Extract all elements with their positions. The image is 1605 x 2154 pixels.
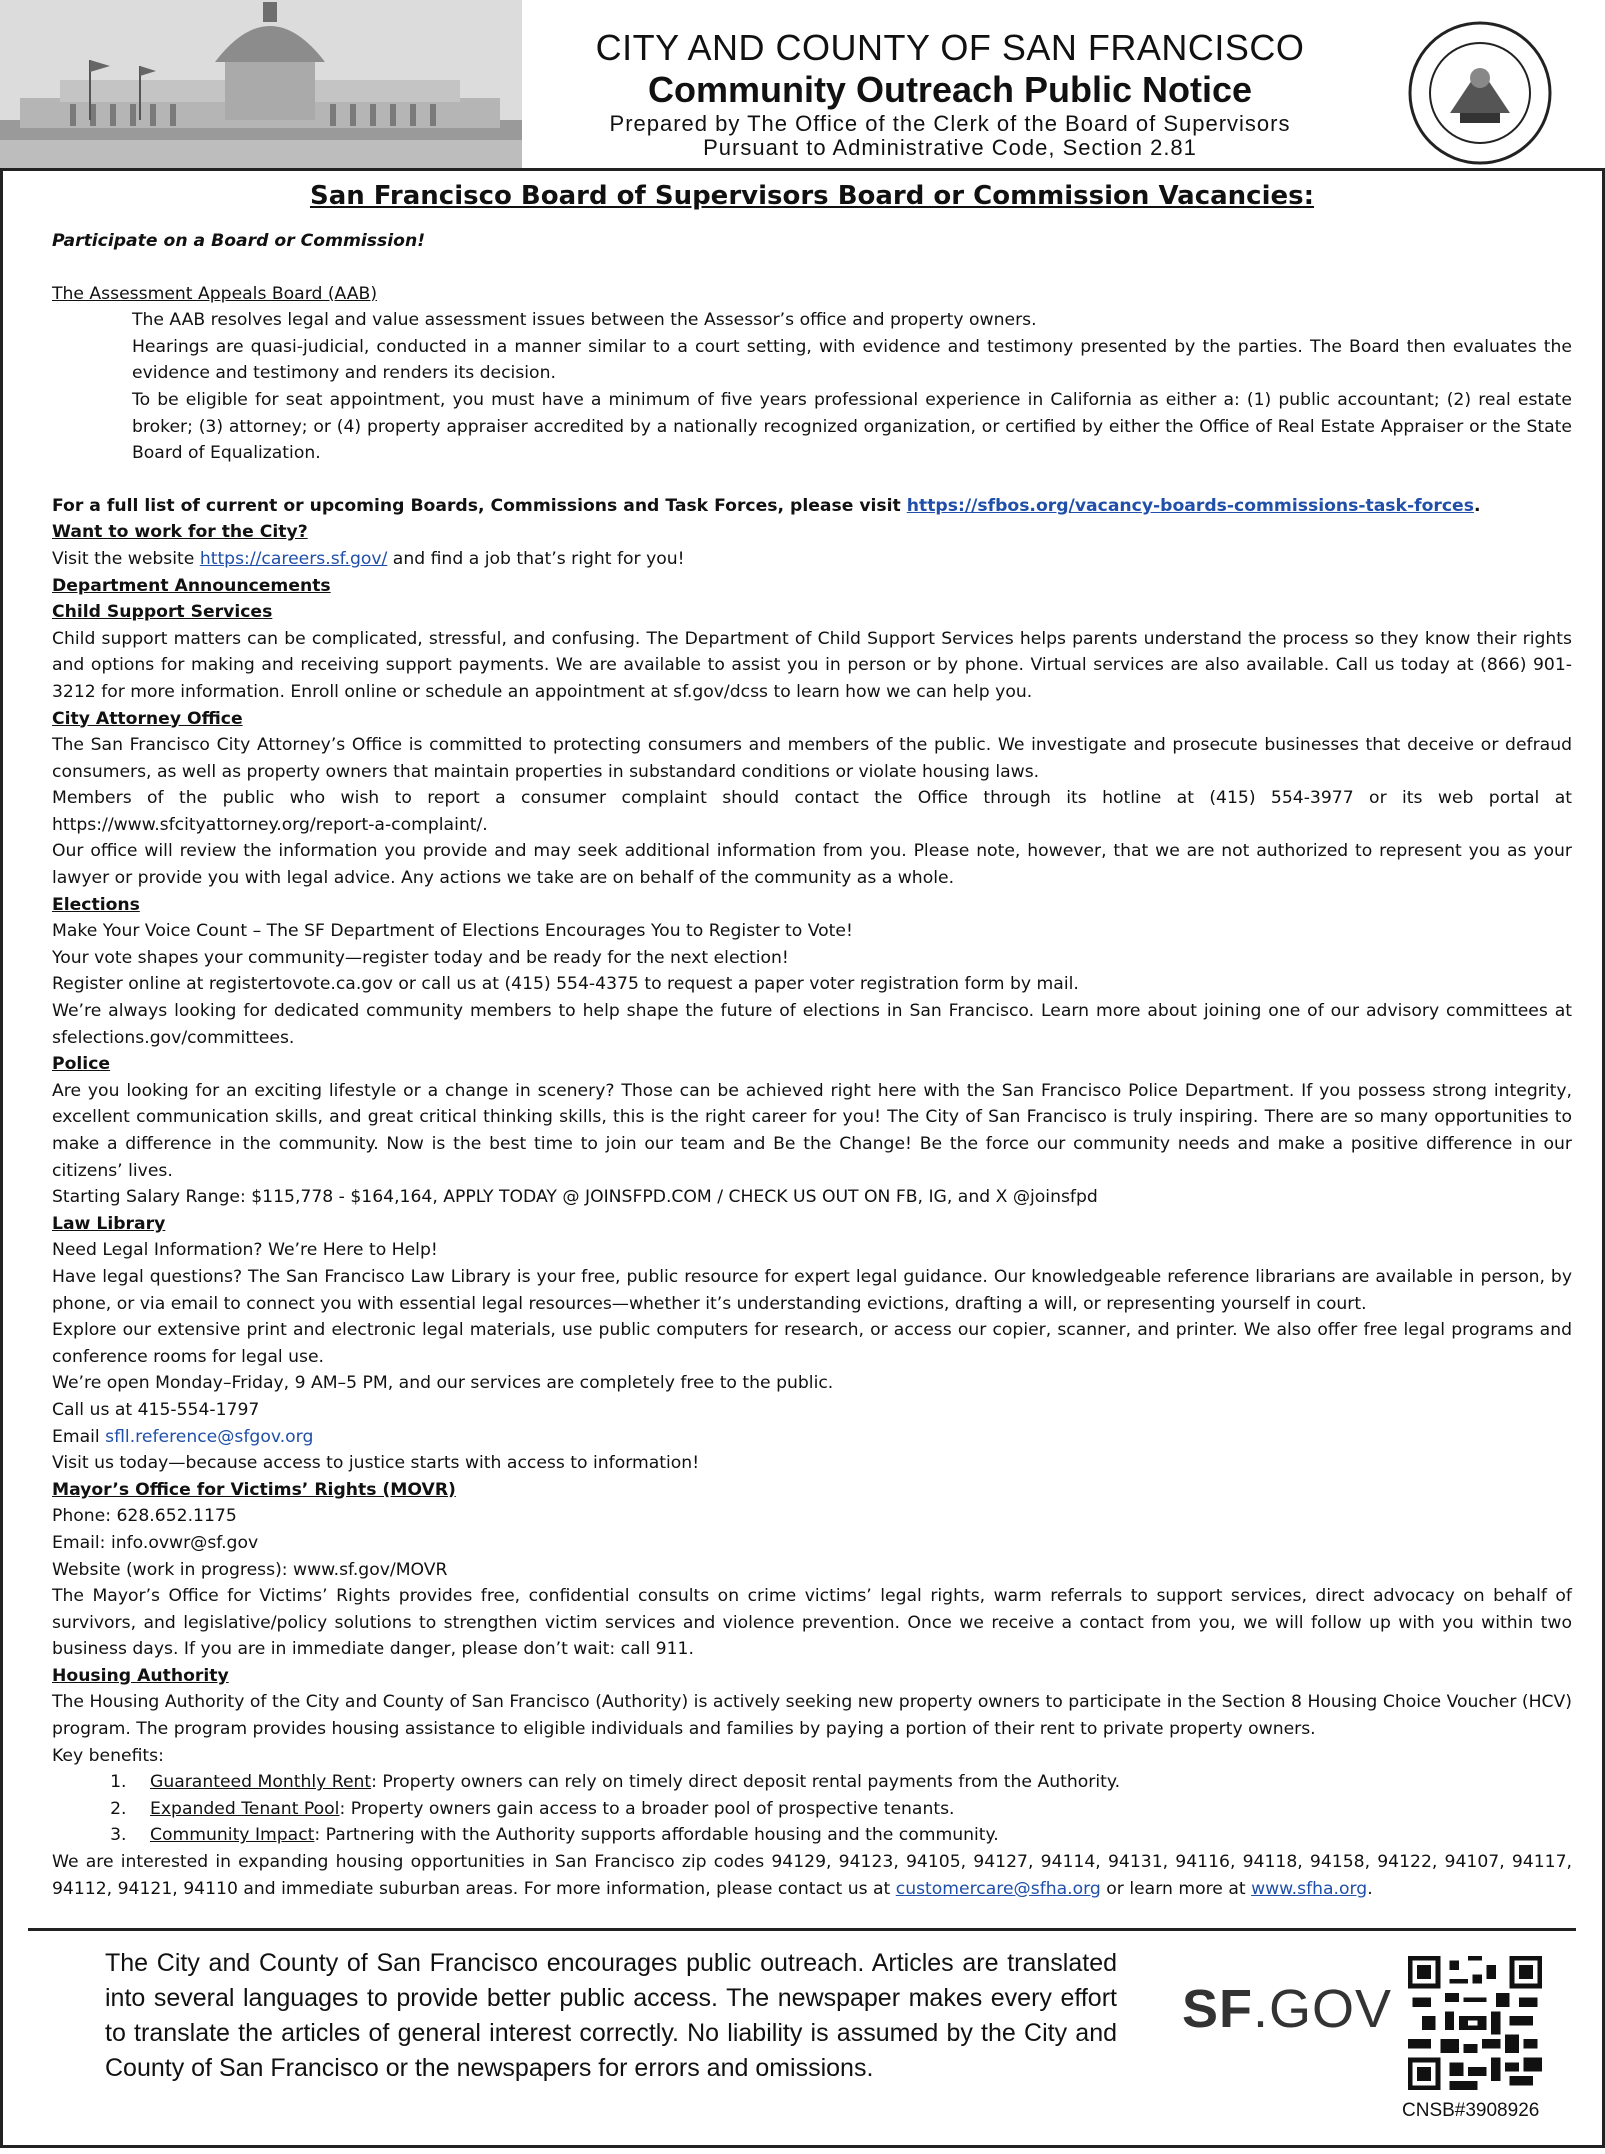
housing-paragraph-2: We are interested in expanding housing opportunities in San Francisco zip codes 94129, 94123, 94105, 94127, 94114, 94131, 94116, 94118, 94158, 94122, 94107, 94117, 94112, 94121, 94110 and immediate suburban areas. For more information, please contact us at customercare@sfha.org or learn more at www.sfha.org.	[52, 1852, 1572, 1899]
css-paragraph: Child support matters can be complicated, stressful, and confusing. The Department of Child Support Services helps parents understand the process so they know their rights and options for making and receiving support payments. We are available to assist you in person or by phone. Virtual services are also available. Call us today at (866) 901-3212 for more information. Enroll online or schedule an appointment at sf.gov/dcss to learn how we can help you.	[52, 628, 1572, 702]
housing-paragraph-1: The Housing Authority of the City and County of San Francisco (Authority) is actively seeking new property owners to participate in the Section 8 Housing Choice Voucher (HCV) program. The program provides housing assistance to eligible individuals and families by paying a portion of their rent to private property owners.	[52, 1692, 1572, 1740]
library-paragraph-1: Need Legal Information? We’re Here to Help!	[52, 1240, 438, 1261]
movr-phone: Phone: 628.652.1175	[52, 1506, 237, 1527]
library-paragraph-3: Explore our extensive print and electronic legal materials, use public computers for research, or access our copier, scanner, and printer. We also offer free legal programs and conference rooms for legal use.	[52, 1320, 1572, 1367]
benefit-item: 1. Guaranteed Monthly Rent: Property owners can rely on timely direct deposit rental payments from the Authority.	[132, 1769, 1572, 1796]
header-titles	[480, 28, 1420, 160]
footer-divider	[28, 1928, 1576, 1931]
library-paragraph-2: Have legal questions? The San Francisco Law Library is your free, public resource for expert legal guidance. Our knowledgeable reference librarians are available in person, by phone, or via email to connect you with essential legal resources—whether it’s understanding evictions, drafting a will, or representing yourself in court.	[52, 1266, 1572, 1314]
aab-heading: The Assessment Appeals Board (AAB)	[52, 283, 378, 304]
library-email-line: Email sfll.reference@sfgov.org	[52, 1426, 314, 1447]
attorney-paragraph-1: The San Francisco City Attorney’s Office is committed to protecting consumers and members of the public. We investigate and prosecute businesses that deceive or defraud consumers, as well as property owners that maintain properties in substandard conditions or violate housing laws.	[52, 735, 1572, 782]
benefit-item: 2. Expanded Tenant Pool: Property owners gain access to a broader pool of prospective tenants.	[132, 1796, 1572, 1823]
library-hours: We’re open Monday–Friday, 9 AM–5 PM, and our services are completely free to the public.	[52, 1373, 834, 1394]
footer-disclaimer: The City and County of San Francisco encourages public outreach. Articles are translated into several languages to provide better public access. The newspaper makes every effort to translate the articles of general interest correctly. No liability is assumed by the City and County of San Francisco or the newspapers for errors and omissions.	[105, 1949, 1117, 2082]
full-list-text: For a full list of current or upcoming Boards, Commissions and Task Forces, please visit https://sfbos.org/vacancy-boards-commissions-task-forces.	[52, 495, 1481, 516]
city-hall-image	[0, 0, 522, 168]
sfgov-logo: SF.GOV	[1182, 1979, 1393, 2039]
movr-heading: Mayor’s Office for Victims’ Rights (MOVR)	[52, 1479, 456, 1500]
library-email-link[interactable]: sfll.reference@sfgov.org	[105, 1426, 314, 1447]
css-heading: Child Support Services	[52, 602, 273, 623]
library-phone: Call us at 415-554-1797	[52, 1399, 260, 1420]
aab-paragraph-3: To be eligible for seat appointment, you must have a minimum of five years professional experience in California as either a: (1) public accountant; (2) real estate broker; (3) attorney; or (4) property appraiser accredited by a nationally recognized organization, or certified by either the Office of Real Estate Appraiser or the State Board of Equalization.	[132, 389, 1572, 464]
header-notice-title: Community Outreach Public Notice	[647, 69, 1253, 110]
elections-paragraph-2: Your vote shapes your community—register today and be ready for the next election!	[52, 947, 789, 968]
attorney-paragraph-2: Members of the public who wish to report a consumer complaint should contact the Office through its hotline at (415) 554-3977 or its web portal at https://www.sfcityattorney.org/report-a-complaint/.	[52, 788, 1572, 835]
elections-paragraph-3: Register online at registertovote.ca.gov or call us at (415) 554-4375 to request a paper voter registration form by mail.	[52, 974, 1079, 995]
movr-paragraph: The Mayor’s Office for Victims’ Rights provides free, confidential consults on crime victims’ legal rights, warm referrals to support services, direct advocacy on behalf of survivors, and legislative/policy solutions to strengthen victim services and violence prevention. Once we receive a contact from you, we will follow up with you within two business days. If you are in immediate danger, please don’t wait: call 911.	[52, 1586, 1572, 1660]
header-admin-code: Pursuant to Administrative Code, Section 2.81	[703, 135, 1197, 160]
city-seal-icon	[1390, 18, 1570, 168]
header-city-county: CITY AND COUNTY OF SAN FRANCISCO	[595, 27, 1305, 68]
header-prepared-by: Prepared by The Office of the Clerk of the Board of Supervisors	[609, 111, 1291, 136]
sfha-web-link[interactable]: www.sfha.org	[1251, 1878, 1368, 1899]
police-salary: Starting Salary Range: $115,778 - $164,164, APPLY TODAY @ JOINSFPD.COM / CHECK US OUT ON FB, IG, and X @joinsfpd	[52, 1187, 1098, 1208]
police-paragraph-1: Are you looking for an exciting lifestyle or a change in scenery? Those can be achieved right here with the San Francisco Police Department. If you possess strong integrity, excellent communication skills, and great critical thinking skills, this is the right career for you! The City of San Francisco is truly inspiring. There are so many opportunities to make a difference in the community. Now is the best time to join our team and Be the Change! Be the force our community needs and make a positive difference in our citizens’ lives.	[52, 1080, 1572, 1181]
notice-body	[52, 178, 1572, 1902]
aab-paragraph-2: Hearings are quasi-judicial, conducted in a manner similar to a court setting, with evidence and testimony presented by the parties. The Board then evaluates the evidence and testimony and renders its decision.	[132, 336, 1572, 384]
movr-website: Website (work in progress): www.sf.gov/MOVR	[52, 1559, 448, 1580]
qr-code-icon[interactable]	[1408, 1956, 1542, 2090]
dept-announcements-heading: Department Announcements	[52, 575, 331, 596]
work-text: Visit the website https://careers.sf.gov/ and find a job that’s right for you!	[52, 548, 685, 569]
vacancy-link[interactable]: https://sfbos.org/vacancy-boards-commissions-task-forces	[906, 495, 1474, 516]
elections-paragraph-4: We’re always looking for dedicated community members to help shape the future of elections in San Francisco. Learn more about joining one of our advisory committees at sfelections.gov/committees.	[52, 1001, 1572, 1048]
participate-heading: Participate on a Board or Commission!	[52, 231, 426, 251]
police-heading: Police	[52, 1054, 111, 1075]
sfha-email-link[interactable]: customercare@sfha.org	[895, 1878, 1101, 1899]
benefits-list	[52, 1769, 1572, 1849]
careers-link[interactable]: https://careers.sf.gov/	[199, 548, 388, 569]
law-library-heading: Law Library	[52, 1213, 166, 1234]
attorney-paragraph-3: Our office will review the information you provide and may seek additional information from you. Please note, however, that we are not authorized to represent you as your lawyer or provide you with legal advice. Any actions we take are on behalf of the community as a whole.	[52, 841, 1572, 889]
movr-email: Email: info.ovwr@sf.gov	[52, 1532, 259, 1553]
aab-paragraph-1: The AAB resolves legal and value assessment issues between the Assessor’s office and property owners.	[132, 310, 1037, 331]
library-visit: Visit us today—because access to justice starts with access to information!	[52, 1453, 700, 1474]
notice-header	[0, 0, 1605, 168]
cnsb-number: CNSB#3908926	[1402, 2100, 1540, 2121]
key-benefits-label: Key benefits:	[52, 1745, 164, 1766]
housing-heading: Housing Authority	[52, 1665, 229, 1686]
benefit-item: 3. Community Impact: Partnering with the Authority supports affordable housing and the community.	[132, 1822, 1572, 1849]
elections-heading: Elections	[52, 894, 140, 915]
elections-paragraph-1: Make Your Voice Count – The SF Department of Elections Encourages You to Register to Vote!	[52, 921, 853, 942]
page-title: San Francisco Board of Supervisors Board or Commission Vacancies:	[309, 181, 1315, 211]
work-heading: Want to work for the City?	[52, 522, 308, 543]
attorney-heading: City Attorney Office	[52, 708, 243, 729]
